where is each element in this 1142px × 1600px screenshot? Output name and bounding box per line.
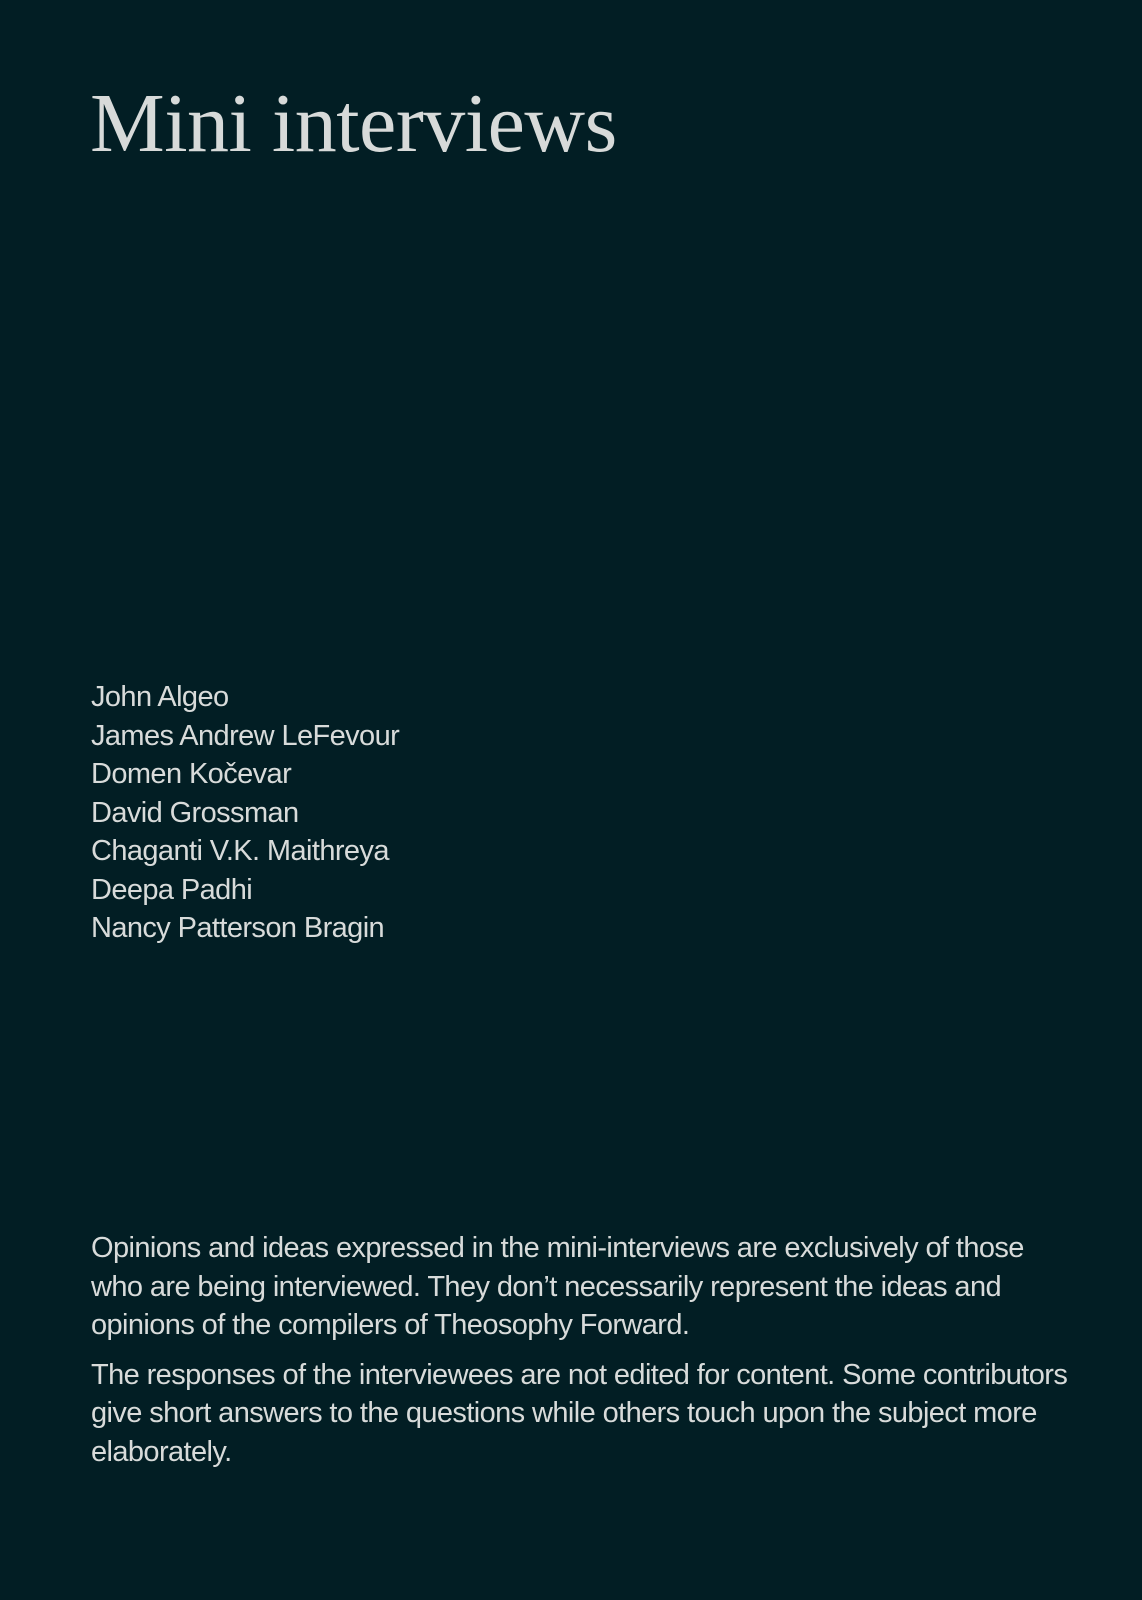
interviewee-name: John Algeo bbox=[91, 681, 229, 713]
interviewee-list bbox=[91, 678, 399, 948]
disclaimer-paragraph: Opinions and ideas expressed in the mini-interviews are exclusively of those who are being interviewed. They don’t necessarily represent the ideas and opinions of the compilers of Theosophy Forward. bbox=[91, 1232, 1024, 1341]
interviewee-name: Nancy Patterson Bragin bbox=[91, 912, 385, 944]
interviewee-name: Deepa Padhi bbox=[91, 873, 253, 906]
interviewee-name: Chaganti V.K. Maithreya bbox=[91, 835, 389, 867]
disclaimer-paragraph: The responses of the interviewees are not edited for content. Some contributors give short answers to the questions while others touch upon the subject more elaborately. bbox=[91, 1358, 1068, 1468]
interviewee-name: James Andrew LeFevour bbox=[91, 719, 400, 752]
interviewee-name: David Grossman bbox=[91, 796, 299, 829]
interviewee-name: Domen Kočevar bbox=[91, 758, 292, 790]
page-title: Mini interviews bbox=[90, 77, 617, 170]
disclaimer bbox=[91, 1229, 1081, 1482]
